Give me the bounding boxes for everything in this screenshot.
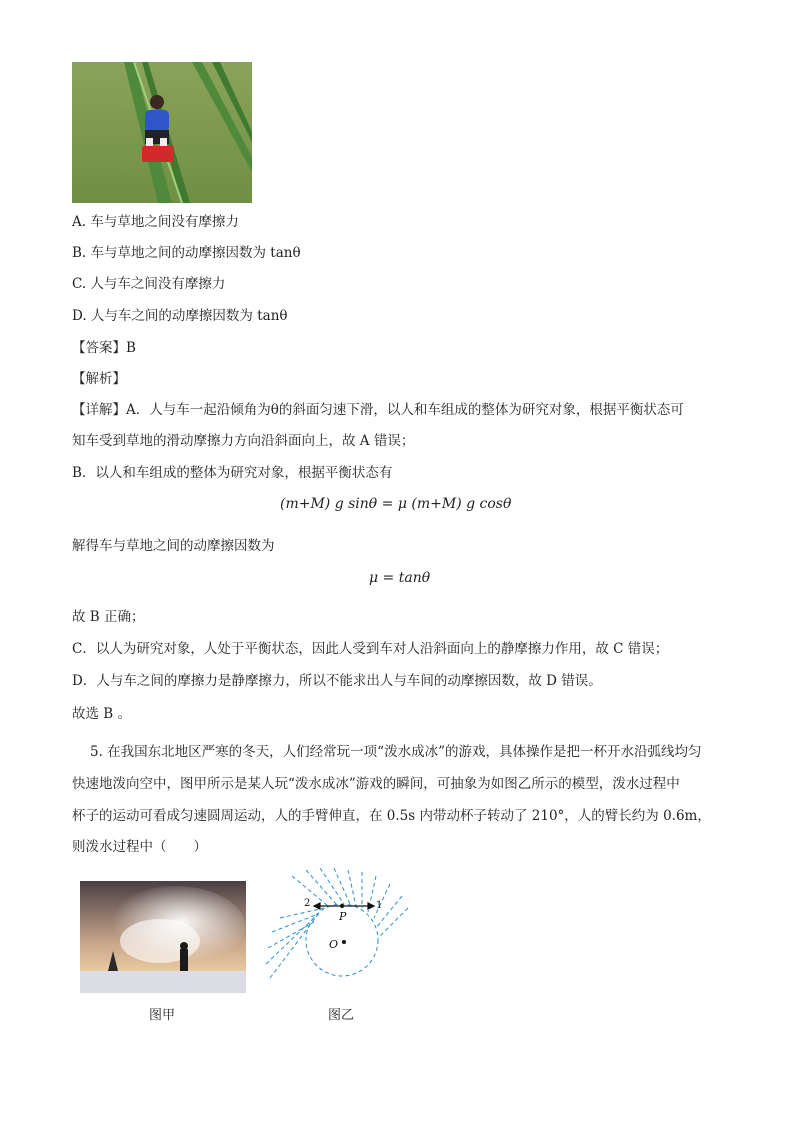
analysis-line-8: 故选 B 。 (72, 706, 132, 722)
question5-line-4: 则泼水过程中（ ） (72, 839, 207, 855)
question5-line-3: 杯子的运动可看成匀速圆周运动，人的手臂伸直，在 0.5s 内带动杯子转动了 210°，人的臂长约为 0.6m， (72, 808, 711, 824)
splash-photo (80, 881, 246, 993)
analysis-line-7: D．人与车之间的摩擦力是静摩擦力，所以不能求出人与车间的动摩擦因数，故 D 错误。 (72, 673, 602, 689)
question5-line-1: 5. 在我国东北地区严寒的冬天，人们经常玩一项“泼水成冰”的游戏，具体操作是把一杯开水沿弧线均匀 (90, 744, 702, 760)
point-p-dot (340, 904, 344, 908)
answer-value: B (126, 340, 136, 356)
option-d: D. 人与车之间的动摩擦因数为 tanθ (72, 308, 288, 324)
label-2: 2 (304, 898, 311, 909)
option-b: B. 车与草地之间的动摩擦因数为 tanθ (72, 245, 301, 261)
equation-balance: (m+M) g sinθ = μ (m+M) g cosθ (280, 496, 512, 512)
figure-jia-caption: 图甲 (149, 1008, 176, 1023)
question5-line-2: 快速地泼向空中，图甲所示是某人玩“泼水成冰”游戏的瞬间，可抽象为如图乙所示的模型，泼水过程中 (72, 776, 680, 792)
analysis-line-2: 知车受到草地的滑动摩擦力方向沿斜面向上，故 A 错误； (72, 433, 415, 449)
equation-mu: μ = tanθ (369, 570, 431, 586)
analysis-line-4: 解得车与草地之间的动摩擦因数为 (72, 538, 275, 554)
detail-label: 【详解】 (72, 402, 126, 418)
answer-line (72, 338, 136, 358)
analysis-line-6: C．以人为研究对象，人处于平衡状态，因此人受到车对人沿斜面向上的静摩擦力作用，故 C 错误； (72, 641, 669, 657)
label-1: 1 (376, 900, 383, 911)
label-p: P (339, 910, 347, 923)
analysis-line-1 (72, 400, 684, 420)
point-o-dot (342, 940, 346, 944)
label-o: O (329, 938, 339, 951)
figure-yi-caption: 图乙 (328, 1008, 355, 1023)
analysis-heading: 【解析】 (72, 371, 126, 387)
analysis-line-3: B．以人和车组成的整体为研究对象，根据平衡状态有 (72, 465, 393, 481)
answer-label: 【答案】 (72, 340, 126, 356)
analysis-line-5: 故 B 正确； (72, 609, 145, 625)
option-a: A. 车与草地之间没有摩擦力 (72, 214, 239, 230)
circle-model-diagram (262, 868, 412, 986)
grass-slide-photo (72, 62, 252, 203)
analysis-a-text: A．人与车一起沿倾角为θ的斜面匀速下滑，以人和车组成的整体为研究对象，根据平衡状态可 (126, 402, 684, 418)
option-c: C. 人与车之间没有摩擦力 (72, 276, 226, 292)
